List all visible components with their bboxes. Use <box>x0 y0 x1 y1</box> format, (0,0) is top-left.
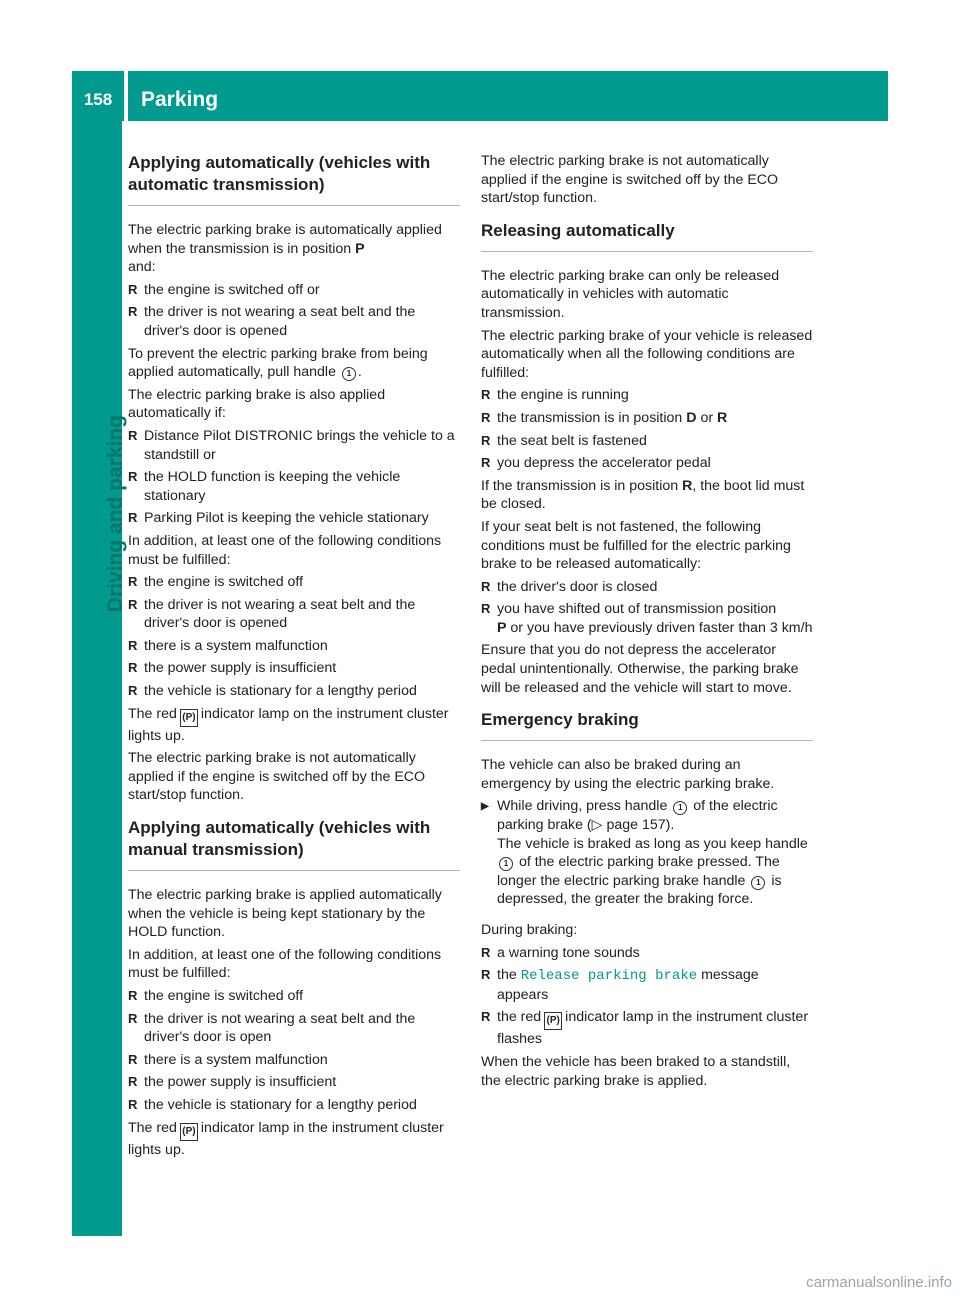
paragraph: During braking: <box>481 922 578 938</box>
list-item: R the red (P) indicator lamp in the instrument cluster flashes <box>481 1008 813 1049</box>
list-item: R the Release parking brake message appears <box>481 966 813 1004</box>
list-item: R the engine is switched off <box>128 987 460 1006</box>
heading-emergency-braking: Emergency braking <box>481 710 639 730</box>
list-item: R there is a system malfunction <box>128 1051 460 1070</box>
paragraph: The red (P) indicator lamp in the instrument cluster lights up. <box>128 1119 444 1158</box>
header-divider <box>124 71 128 121</box>
page-reference-link[interactable]: ▷ page 157 <box>591 817 666 834</box>
parking-brake-lamp-icon: (P) <box>180 709 198 727</box>
step-list <box>481 797 813 909</box>
bullet-list <box>128 573 460 701</box>
paragraph: In addition, at least one of the following conditions must be fulfilled: <box>128 532 442 568</box>
paragraph: If your seat belt is not fastened, the following conditions must be fulfilled for the electric parking brake to be released automatically: <box>481 518 791 573</box>
paragraph: The red (P) indicator lamp on the instrument cluster lights up. <box>128 705 449 744</box>
paragraph: The electric parking brake is also applied automatically if: <box>128 386 386 422</box>
paragraph: When the vehicle has been braked to a standstill, the electric parking brake is applied. <box>481 1053 791 1089</box>
handle-number-icon: 1 <box>342 367 356 381</box>
heading-rule <box>128 870 460 871</box>
list-item: R the transmission is in position D or R <box>481 409 813 428</box>
parking-brake-lamp-icon: (P) <box>180 1123 198 1141</box>
list-item: R the driver is not wearing a seat belt and the driver's door is opened <box>128 596 460 633</box>
list-item: R a warning tone sounds <box>481 944 813 963</box>
heading-releasing-automatically: Releasing automatically <box>481 220 675 240</box>
list-item: R the vehicle is stationary for a lengthy period <box>128 682 460 701</box>
list-item: R the driver's door is closed <box>481 578 813 597</box>
watermark: carmanualsonline.info <box>806 1274 952 1291</box>
list-item: R the engine is switched off or <box>128 281 460 300</box>
heading-manual-transmission: Applying automatically (vehicles with manual transmission) <box>128 818 431 860</box>
paragraph: To prevent the electric parking brake from being applied automatically, pull handle 1 . <box>128 345 428 381</box>
handle-number-icon: 1 <box>499 857 513 871</box>
list-item: R Distance Pilot DISTRONIC brings the vehicle to a standstill or <box>128 427 460 464</box>
list-item: R the power supply is insufficient <box>128 1073 460 1092</box>
list-item: R the driver is not wearing a seat belt and the driver's door is opened <box>128 303 460 340</box>
heading-rule <box>128 205 460 206</box>
bullet-list <box>128 987 460 1115</box>
paragraph: Ensure that you do not depress the accelerator pedal unintentionally. Otherwise, the parking brake will be released and the vehicle will start to move. <box>481 642 799 696</box>
display-message: Release parking brake <box>520 968 698 985</box>
list-item: R the engine is running <box>481 386 813 405</box>
list-item: R you have shifted out of transmission position P or you have previously driven faster than 3 km/h <box>481 600 813 637</box>
side-tab-label: Driving and parking <box>104 415 127 613</box>
paragraph: The electric parking brake is automatically applied when the transmission is in position P and: <box>128 222 442 276</box>
step-item: ▶ While driving, press handle 1 of the electric parking brake (▷ page 157). The vehicle is braked as long as you keep handle 1 of the electric parking brake pressed. The longer the electric parking brake handle 1 is depressed, the greater the braking force. <box>481 797 813 909</box>
bullet-list <box>481 578 813 638</box>
list-item: R there is a system malfunction <box>128 637 460 656</box>
bullet-list <box>128 281 460 341</box>
bullet-list <box>128 427 460 528</box>
right-column <box>481 152 813 1094</box>
paragraph: The electric parking brake is not automatically applied if the engine is switched off by the ECO start/stop function. <box>481 153 779 207</box>
section-title: Parking <box>141 88 219 111</box>
heading-rule <box>481 740 813 741</box>
list-item: R you depress the accelerator pedal <box>481 454 813 473</box>
list-item: R the driver is not wearing a seat belt and the driver's door is open <box>128 1010 460 1047</box>
parking-brake-lamp-icon: (P) <box>544 1012 562 1030</box>
paragraph: In addition, at least one of the following conditions must be fulfilled: <box>128 946 442 982</box>
page-number: 158 <box>83 90 113 109</box>
bullet-list <box>481 386 813 472</box>
list-item: R the HOLD function is keeping the vehicle stationary <box>128 468 460 505</box>
heading-automatic-transmission: Applying automatically (vehicles with automatic transmission) <box>128 153 431 194</box>
paragraph: The electric parking brake of your vehicle is released automatically when all the following conditions are fulfilled: <box>481 327 813 381</box>
list-item: R the vehicle is stationary for a lengthy period <box>128 1096 460 1115</box>
handle-number-icon: 1 <box>673 801 687 815</box>
handle-number-icon: 1 <box>751 876 765 890</box>
heading-rule <box>481 251 813 252</box>
list-item: R the engine is switched off <box>128 573 460 592</box>
list-item: R the seat belt is fastened <box>481 432 813 451</box>
paragraph: The electric parking brake is not automatically applied if the engine is switched off by the ECO start/stop function. <box>128 750 426 804</box>
left-column <box>128 152 460 1163</box>
list-item: R Parking Pilot is keeping the vehicle stationary <box>128 509 460 528</box>
bullet-list <box>481 944 813 1049</box>
list-item: R the power supply is insufficient <box>128 659 460 678</box>
paragraph: The electric parking brake is applied automatically when the vehicle is being kept stationary by the HOLD function. <box>128 887 442 941</box>
paragraph: The vehicle can also be braked during an emergency by using the electric parking brake. <box>481 757 775 792</box>
paragraph: If the transmission is in position R, the boot lid must be closed. <box>481 477 805 513</box>
side-tab <box>72 121 127 1236</box>
paragraph: The electric parking brake can only be released automatically in vehicles with automatic transmission. <box>481 267 780 321</box>
